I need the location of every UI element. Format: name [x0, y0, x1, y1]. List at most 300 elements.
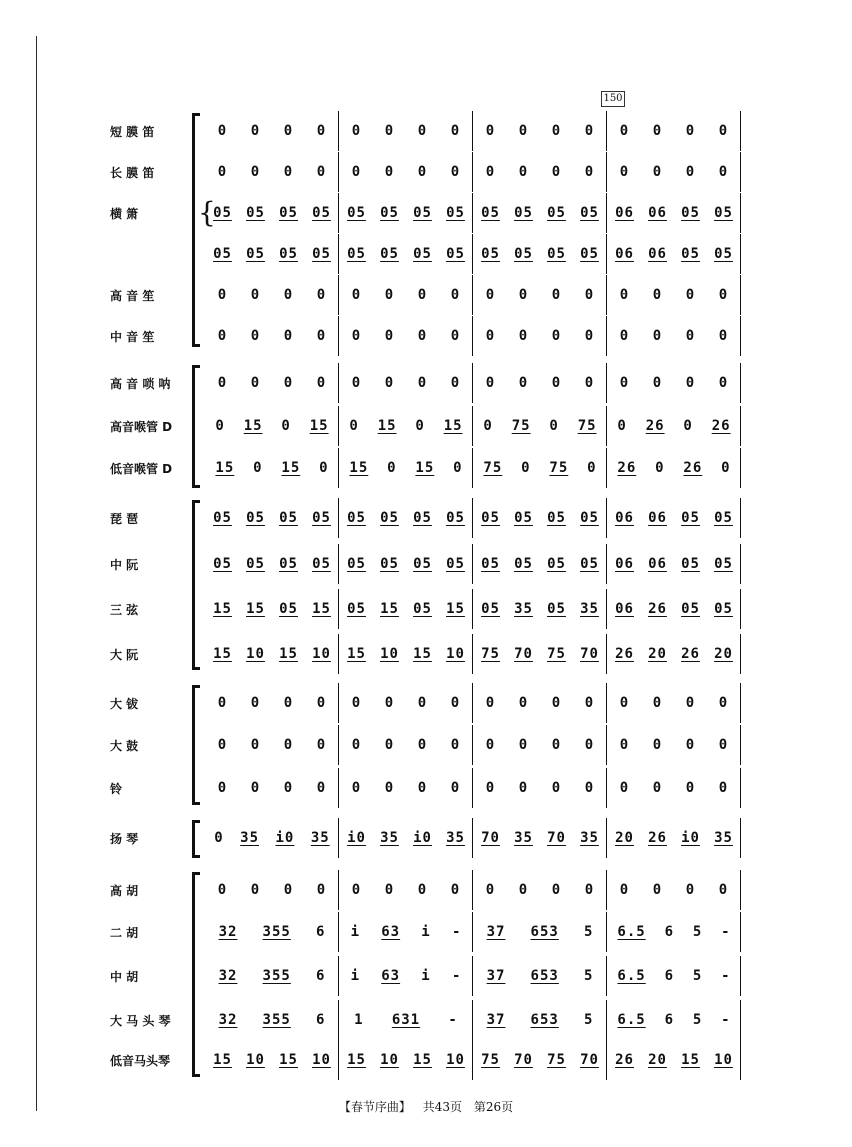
- note-group: 0: [518, 287, 529, 303]
- note-group: 0: [685, 882, 696, 898]
- note-group: 32: [218, 1012, 238, 1028]
- note-group: 0: [217, 328, 228, 344]
- note-group: 0: [518, 328, 529, 344]
- barline: [740, 589, 741, 629]
- note-group: 0: [417, 287, 428, 303]
- barline: [606, 498, 607, 538]
- barline: [338, 1040, 339, 1080]
- measure: [474, 591, 606, 627]
- note-group: 0: [283, 164, 294, 180]
- note-group: 6: [315, 968, 326, 984]
- note-group: 05: [279, 510, 298, 526]
- instrument-label: 二 胡: [110, 925, 139, 940]
- barline: [472, 768, 473, 808]
- instrument-label: 短 膜 笛: [110, 124, 155, 139]
- measure: [608, 770, 740, 806]
- note-group: 26: [648, 830, 667, 846]
- measure: [206, 1002, 338, 1038]
- note-group: 0: [283, 882, 294, 898]
- note-group: 10: [246, 1052, 265, 1068]
- note-group: 0: [250, 780, 261, 796]
- measure: [474, 770, 606, 806]
- note-group: 15: [413, 646, 432, 662]
- instrument-row: [0, 636, 852, 672]
- note-group: 6: [664, 924, 674, 940]
- measures: [206, 318, 746, 354]
- note-group: 06: [615, 556, 634, 572]
- note-group: i0: [275, 830, 295, 846]
- note-group: 05: [514, 205, 533, 221]
- note-group: 355: [262, 924, 291, 940]
- note-group: 0: [652, 123, 663, 139]
- note-group: 05: [413, 556, 432, 572]
- measure: [474, 113, 606, 149]
- barline: [472, 448, 473, 488]
- note-group: 0: [551, 737, 562, 753]
- barline: [338, 1000, 339, 1040]
- note-group: 0: [652, 328, 663, 344]
- note-group: 0: [584, 328, 595, 344]
- note-group: 75: [549, 460, 569, 476]
- note-group: 0: [316, 780, 327, 796]
- barline: [472, 498, 473, 538]
- note-group: 75: [547, 1052, 566, 1068]
- note-group: 0: [316, 737, 327, 753]
- note-group: 0: [718, 737, 729, 753]
- instrument-row: [0, 685, 852, 721]
- note-group: 0: [450, 123, 461, 139]
- note-group: 5: [583, 924, 594, 940]
- note-group: i: [350, 968, 361, 984]
- note-group: 05: [413, 246, 432, 262]
- measure: [340, 236, 472, 272]
- barline: [740, 912, 741, 952]
- instrument-row: [0, 591, 852, 627]
- note-group: 35: [446, 830, 465, 846]
- bowed-bracket: [192, 872, 199, 1077]
- instrument-row: [0, 236, 852, 272]
- note-group: 37: [486, 924, 506, 940]
- barline: [472, 683, 473, 723]
- note-group: 05: [347, 510, 366, 526]
- measure: [340, 914, 472, 950]
- note-group: 6.5: [617, 1012, 646, 1028]
- barline: [606, 363, 607, 403]
- note-group: 0: [283, 695, 294, 711]
- note-group: 0: [351, 882, 362, 898]
- note-group: 0: [685, 123, 696, 139]
- note-group: 05: [714, 601, 733, 617]
- instrument-label: 长 膜 笛: [110, 165, 155, 180]
- barline: [740, 634, 741, 674]
- note-group: 0: [518, 882, 529, 898]
- barline: [338, 152, 339, 192]
- note-group: 26: [645, 418, 665, 434]
- note-group: 0: [685, 164, 696, 180]
- note-group: 0: [387, 460, 397, 476]
- note-group: 26: [617, 460, 637, 476]
- note-group: 05: [481, 510, 500, 526]
- note-group: 0: [384, 695, 395, 711]
- note-group: 0: [316, 164, 327, 180]
- barline: [606, 870, 607, 910]
- note-group: 0: [316, 375, 327, 391]
- note-group: 05: [413, 510, 432, 526]
- note-group: 0: [518, 737, 529, 753]
- note-group: 20: [615, 830, 634, 846]
- note-group: i: [350, 924, 361, 940]
- note-group: 0: [214, 830, 224, 846]
- note-group: 15: [281, 460, 301, 476]
- instrument-label: 中 胡: [110, 969, 139, 984]
- note-group: 10: [246, 646, 265, 662]
- note-group: 70: [514, 1052, 533, 1068]
- note-group: 15: [347, 646, 366, 662]
- note-group: 0: [250, 882, 261, 898]
- note-group: 0: [384, 882, 395, 898]
- barline: [338, 234, 339, 274]
- note-group: 35: [380, 830, 399, 846]
- page-footer: [0, 1098, 852, 1115]
- note-group: 0: [450, 695, 461, 711]
- note-group: 15: [246, 601, 265, 617]
- note-group: 0: [483, 418, 493, 434]
- note-group: 10: [312, 1052, 331, 1068]
- note-group: 0: [683, 418, 693, 434]
- barline: [472, 870, 473, 910]
- barline: [606, 725, 607, 765]
- measure: [206, 500, 338, 536]
- note-group: 32: [218, 968, 238, 984]
- yangqin-bracket: [192, 820, 199, 858]
- note-group: 0: [217, 123, 228, 139]
- measure: [206, 820, 338, 856]
- note-group: 05: [312, 556, 331, 572]
- measure: [340, 500, 472, 536]
- note-group: 631: [391, 1012, 421, 1028]
- note-group: 0: [685, 737, 696, 753]
- barline: [472, 275, 473, 315]
- note-group: 06: [648, 556, 667, 572]
- note-group: 0: [551, 695, 562, 711]
- note-group: 355: [262, 1012, 291, 1028]
- barline: [740, 275, 741, 315]
- note-group: 15: [309, 418, 329, 434]
- measure: [340, 365, 472, 401]
- barline: [606, 193, 607, 233]
- barline: [606, 634, 607, 674]
- note-group: 0: [652, 164, 663, 180]
- note-group: 05: [714, 205, 733, 221]
- instrument-label: 大 钹: [110, 696, 139, 711]
- note-group: 0: [485, 123, 496, 139]
- note-group: 0: [351, 375, 362, 391]
- instrument-row: [0, 1002, 852, 1038]
- note-group: 0: [283, 375, 294, 391]
- barline: [338, 448, 339, 488]
- note-group: 1: [354, 1012, 364, 1028]
- note-group: 0: [217, 695, 228, 711]
- note-group: 0: [551, 375, 562, 391]
- measure: [340, 727, 472, 763]
- barline: [606, 768, 607, 808]
- note-group: 05: [312, 510, 331, 526]
- instrument-row: [0, 872, 852, 908]
- measure: [340, 277, 472, 313]
- note-group: 6: [664, 968, 674, 984]
- note-group: 32: [218, 924, 238, 940]
- measure: [474, 195, 606, 231]
- note-group: 15: [243, 418, 263, 434]
- measure: [340, 770, 472, 806]
- note-group: 10: [312, 646, 331, 662]
- note-group: 0: [384, 164, 395, 180]
- barline: [472, 316, 473, 356]
- note-group: 0: [417, 780, 428, 796]
- note-group: 35: [240, 830, 260, 846]
- note-group: 5: [692, 1012, 703, 1028]
- note-group: 653: [530, 924, 559, 940]
- barline: [606, 589, 607, 629]
- note-group: 0: [450, 882, 461, 898]
- note-group: 05: [380, 205, 399, 221]
- note-group: 0: [551, 287, 562, 303]
- note-group: 0: [417, 737, 428, 753]
- note-group: 15: [213, 1052, 232, 1068]
- note-group: 05: [413, 601, 432, 617]
- note-group: 75: [511, 418, 531, 434]
- note-group: 0: [685, 287, 696, 303]
- note-group: 0: [655, 460, 665, 476]
- measures: [206, 113, 746, 149]
- measure: [608, 546, 740, 582]
- note-group: 5: [583, 1012, 594, 1028]
- instrument-label: 大 马 头 琴: [110, 1013, 171, 1028]
- instrument-label: 大 阮: [110, 647, 139, 662]
- note-group: 15: [215, 460, 235, 476]
- note-group: 0: [453, 460, 463, 476]
- note-group: 26: [615, 1052, 634, 1068]
- note-group: 0: [417, 882, 428, 898]
- measure: [474, 277, 606, 313]
- barline: [740, 152, 741, 192]
- note-group: 0: [485, 737, 496, 753]
- measure: [608, 236, 740, 272]
- note-group: 35: [580, 601, 599, 617]
- instrument-label: 中 音 笙: [110, 329, 155, 344]
- note-group: 05: [312, 246, 331, 262]
- note-group: 0: [549, 418, 559, 434]
- measure: [608, 727, 740, 763]
- barline: [472, 406, 473, 446]
- measure: [206, 277, 338, 313]
- note-group: 653: [530, 968, 559, 984]
- note-group: 0: [283, 737, 294, 753]
- note-group: 0: [619, 287, 630, 303]
- note-group: 0: [384, 737, 395, 753]
- note-group: 0: [518, 780, 529, 796]
- note-group: 37: [486, 1012, 506, 1028]
- note-group: 05: [714, 556, 733, 572]
- note-group: 05: [279, 205, 298, 221]
- note-group: 05: [714, 246, 733, 262]
- barline: [472, 234, 473, 274]
- note-group: 0: [619, 328, 630, 344]
- barline: [472, 193, 473, 233]
- note-group: 05: [481, 601, 500, 617]
- note-group: 0: [551, 328, 562, 344]
- note-group: 0: [685, 328, 696, 344]
- barline: [740, 193, 741, 233]
- measures: [206, 872, 746, 908]
- note-group: 0: [417, 695, 428, 711]
- note-group: 0: [316, 695, 327, 711]
- note-group: 0: [584, 737, 595, 753]
- measure: [608, 365, 740, 401]
- note-group: 06: [648, 205, 667, 221]
- measure: [608, 872, 740, 908]
- note-group: 05: [213, 205, 232, 221]
- instrument-row: [0, 914, 852, 950]
- instrument-row: [0, 450, 852, 486]
- note-group: 6: [315, 1012, 326, 1028]
- note-group: 0: [718, 123, 729, 139]
- reeds-bracket: [192, 365, 199, 488]
- note-group: 0: [283, 328, 294, 344]
- barline: [606, 912, 607, 952]
- measures: [206, 450, 746, 486]
- note-group: 0: [283, 123, 294, 139]
- barline: [740, 498, 741, 538]
- measure: [474, 820, 606, 856]
- barline: [740, 111, 741, 151]
- measure: [206, 236, 338, 272]
- barline: [338, 725, 339, 765]
- note-group: 05: [681, 246, 700, 262]
- note-group: 0: [718, 287, 729, 303]
- measure: [474, 872, 606, 908]
- measures: [206, 546, 746, 582]
- note-group: 05: [213, 556, 232, 572]
- note-group: 0: [351, 164, 362, 180]
- barline: [338, 956, 339, 996]
- note-group: 0: [652, 882, 663, 898]
- measure: [474, 154, 606, 190]
- measure: [608, 408, 740, 444]
- note-group: 0: [685, 375, 696, 391]
- barline: [606, 544, 607, 584]
- note-group: 05: [580, 510, 599, 526]
- note-group: 0: [450, 375, 461, 391]
- note-group: 0: [250, 375, 261, 391]
- barline: [472, 1000, 473, 1040]
- note-group: 0: [450, 737, 461, 753]
- note-group: 05: [246, 556, 265, 572]
- note-group: 05: [446, 510, 465, 526]
- note-group: 10: [446, 646, 465, 662]
- note-group: 0: [652, 780, 663, 796]
- note-group: 10: [446, 1052, 465, 1068]
- barline: [740, 683, 741, 723]
- note-group: 0: [619, 375, 630, 391]
- note-group: 0: [685, 695, 696, 711]
- note-group: 0: [217, 780, 228, 796]
- note-group: 35: [714, 830, 733, 846]
- measures: [206, 1002, 746, 1038]
- barline: [338, 316, 339, 356]
- note-group: 10: [380, 1052, 399, 1068]
- note-group: 26: [615, 646, 634, 662]
- instrument-row: [0, 770, 852, 806]
- note-group: 0: [485, 328, 496, 344]
- note-group: 37: [486, 968, 506, 984]
- instrument-label: [110, 236, 188, 272]
- note-group: i0: [413, 830, 432, 846]
- note-group: 63: [381, 968, 401, 984]
- barline: [472, 111, 473, 151]
- note-group: 5: [692, 968, 703, 984]
- note-group: 75: [547, 646, 566, 662]
- note-group: 0: [485, 780, 496, 796]
- instrument-row: [0, 154, 852, 190]
- barline: [606, 683, 607, 723]
- measures: [206, 154, 746, 190]
- note-group: 0: [721, 460, 731, 476]
- note-group: 6: [315, 924, 326, 940]
- instrument-row: [0, 727, 852, 763]
- note-group: 20: [648, 1052, 667, 1068]
- note-group: 0: [551, 164, 562, 180]
- note-group: 05: [681, 601, 700, 617]
- measure: [608, 1002, 740, 1038]
- note-group: 06: [615, 601, 634, 617]
- note-group: 0: [584, 882, 595, 898]
- note-group: 05: [514, 556, 533, 572]
- note-group: 0: [521, 460, 531, 476]
- note-group: 0: [485, 287, 496, 303]
- note-group: 0: [619, 164, 630, 180]
- note-group: 0: [619, 695, 630, 711]
- note-group: 05: [246, 246, 265, 262]
- measure: [608, 685, 740, 721]
- barline: [338, 498, 339, 538]
- barline: [338, 363, 339, 403]
- measures: [206, 500, 746, 536]
- note-group: 0: [351, 328, 362, 344]
- measure: [206, 1042, 338, 1078]
- note-group: 653: [530, 1012, 559, 1028]
- note-group: 0: [283, 780, 294, 796]
- note-group: 15: [279, 646, 298, 662]
- note-group: 0: [685, 780, 696, 796]
- note-group: 0: [652, 375, 663, 391]
- note-group: 0: [584, 164, 595, 180]
- note-group: 15: [681, 1052, 700, 1068]
- measure: [474, 685, 606, 721]
- barline: [472, 589, 473, 629]
- instrument-row: [0, 500, 852, 536]
- note-group: 05: [312, 205, 331, 221]
- barline: [606, 152, 607, 192]
- note-group: 05: [246, 205, 265, 221]
- measure: [206, 770, 338, 806]
- note-group: 06: [615, 205, 634, 221]
- barline: [338, 634, 339, 674]
- note-group: 05: [547, 601, 566, 617]
- note-group: 0: [718, 328, 729, 344]
- note-group: 0: [584, 780, 595, 796]
- note-group: 05: [714, 510, 733, 526]
